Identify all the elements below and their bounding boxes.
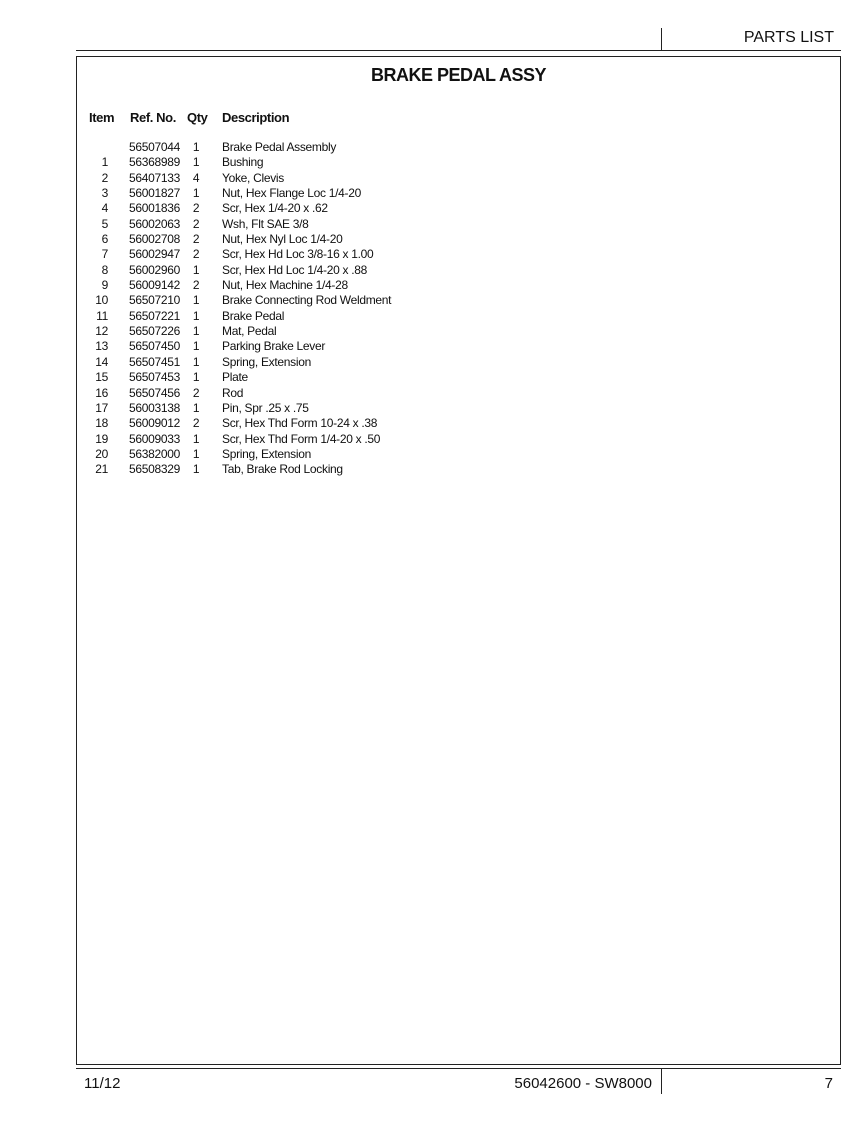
table-row: [0, 232, 866, 247]
table-row: [0, 171, 866, 186]
row-description: Spring, Extension: [222, 354, 311, 369]
table-row: [0, 447, 866, 462]
row-ref-no: 56009012: [129, 416, 180, 431]
row-description: Yoke, Clevis: [222, 170, 284, 185]
header-rule: [76, 50, 841, 51]
row-item: 7: [101, 247, 108, 262]
row-description: Bushing: [222, 155, 264, 170]
row-qty: 2: [192, 278, 200, 293]
table-row: [0, 401, 866, 416]
row-qty: 2: [192, 232, 200, 247]
row-qty: 1: [192, 339, 200, 354]
row-item: 15: [95, 370, 108, 385]
row-item: 20: [95, 446, 108, 461]
table-row: [0, 293, 866, 308]
row-qty: 2: [192, 416, 200, 431]
table-row: [0, 140, 866, 155]
row-qty: 1: [192, 431, 200, 446]
column-header-ref: Ref. No.: [130, 110, 176, 125]
row-description: Spring, Extension: [222, 446, 311, 461]
row-ref-no: 56508329: [129, 462, 180, 477]
row-ref-no: 56003138: [129, 400, 180, 415]
row-item: 3: [101, 186, 108, 201]
table-row: [0, 339, 866, 354]
row-item: 18: [95, 416, 108, 431]
row-qty: 2: [192, 247, 200, 262]
table-row: [0, 432, 866, 447]
row-description: Nut, Hex Machine 1/4-28: [222, 278, 348, 293]
row-ref-no: 56002063: [129, 216, 180, 231]
table-row: [0, 355, 866, 370]
column-header-qty: Qty: [187, 110, 208, 125]
row-qty: 1: [192, 140, 200, 154]
table-row: [0, 278, 866, 293]
row-ref-no: 56009033: [129, 431, 180, 446]
table-row: [0, 324, 866, 339]
row-ref-no: 56002960: [129, 262, 180, 277]
row-description: Scr, Hex Thd Form 10-24 x .38: [222, 416, 378, 431]
row-description: Wsh, Flt SAE 3/8: [222, 216, 309, 231]
row-item: 9: [101, 278, 108, 293]
row-ref-no: 56507450: [129, 339, 180, 354]
row-ref-no: 56002708: [129, 232, 180, 247]
row-item: 13: [95, 339, 108, 354]
row-description: Rod: [222, 385, 244, 400]
row-qty: 2: [192, 201, 200, 216]
row-ref-no: 56507456: [129, 385, 180, 400]
row-qty: 1: [192, 400, 200, 415]
row-description: Tab, Brake Rod Locking: [222, 462, 343, 477]
row-ref-no: 56002947: [129, 247, 180, 262]
row-description: Brake Pedal: [222, 308, 285, 323]
column-header-description: Description: [222, 110, 290, 125]
footer-rule: [76, 1068, 841, 1069]
row-description: Plate: [222, 370, 248, 385]
table-row: [0, 370, 866, 385]
table-row: [0, 309, 866, 324]
row-qty: 2: [192, 216, 200, 231]
row-item: 21: [95, 462, 108, 477]
row-qty: 2: [192, 385, 200, 400]
row-ref-no: 56382000: [129, 446, 180, 461]
row-qty: 4: [192, 170, 200, 185]
page-title: BRAKE PEDAL ASSY: [370, 65, 547, 85]
column-header-item: Item: [89, 110, 115, 125]
row-description: Scr, Hex Hd Loc 1/4-20 x .88: [222, 262, 368, 277]
row-ref-no: 56009142: [129, 278, 180, 293]
row-ref-no: 56507221: [129, 308, 180, 323]
row-qty: 1: [192, 370, 200, 385]
row-qty: 1: [192, 186, 200, 201]
row-qty: 1: [192, 324, 200, 339]
row-description: Scr, Hex Thd Form 1/4-20 x .50: [222, 431, 381, 446]
row-description: Nut, Hex Nyl Loc 1/4-20: [222, 232, 343, 247]
row-description: Pin, Spr .25 x .75: [222, 400, 309, 415]
row-description: Parking Brake Lever: [222, 339, 326, 354]
row-ref-no: 56001827: [129, 186, 180, 201]
row-qty: 1: [192, 446, 200, 461]
row-ref-no: 56001836: [129, 201, 180, 216]
table-row: [0, 217, 866, 232]
row-qty: 1: [192, 462, 200, 477]
row-item: 17: [95, 400, 108, 415]
row-ref-no: 56507451: [129, 354, 180, 369]
row-item: 4: [101, 201, 108, 216]
table-row: [0, 263, 866, 278]
footer-doc-number: 56042600 - SW8000: [514, 1075, 652, 1092]
row-description: Scr, Hex Hd Loc 3/8-16 x 1.00: [222, 247, 374, 262]
row-qty: 1: [192, 155, 200, 170]
row-ref-no: 56507453: [129, 370, 180, 385]
row-description: Brake Pedal Assembly: [222, 140, 337, 154]
row-item: 16: [95, 385, 108, 400]
footer-date: 11/12: [84, 1075, 121, 1092]
row-qty: 1: [192, 293, 200, 308]
table-row: [0, 155, 866, 170]
row-item: 1: [101, 155, 108, 170]
row-description: Mat, Pedal: [222, 324, 277, 339]
row-description: Nut, Hex Flange Loc 1/4-20: [222, 186, 361, 201]
row-item: 10: [95, 293, 108, 308]
table-row: [0, 186, 866, 201]
row-item: 5: [101, 216, 108, 231]
table-row: [0, 201, 866, 216]
row-item: 6: [101, 232, 108, 247]
row-item: 19: [95, 431, 108, 446]
table-row: [0, 247, 866, 262]
row-item: 2: [101, 170, 108, 185]
row-item: 8: [101, 262, 108, 277]
row-item: 14: [95, 354, 108, 369]
page-number: 7: [824, 1075, 833, 1092]
row-ref-no: 56368989: [129, 155, 180, 170]
section-label: PARTS LIST: [743, 29, 834, 46]
table-row: [0, 416, 866, 431]
row-item: 12: [95, 324, 108, 339]
row-ref-no: 56407133: [129, 170, 180, 185]
row-item: 11: [96, 308, 108, 323]
footer-divider: [661, 1068, 662, 1094]
row-qty: 1: [192, 262, 200, 277]
row-qty: 1: [192, 354, 200, 369]
row-description: Brake Connecting Rod Weldment: [222, 293, 392, 308]
row-ref-no: 56507044: [129, 140, 180, 154]
row-ref-no: 56507210: [129, 293, 180, 308]
row-description: Scr, Hex 1/4-20 x .62: [222, 201, 328, 216]
table-row: [0, 462, 866, 477]
row-ref-no: 56507226: [129, 324, 180, 339]
row-qty: 1: [192, 308, 200, 323]
parts-table: [0, 140, 866, 478]
table-row: [0, 386, 866, 401]
